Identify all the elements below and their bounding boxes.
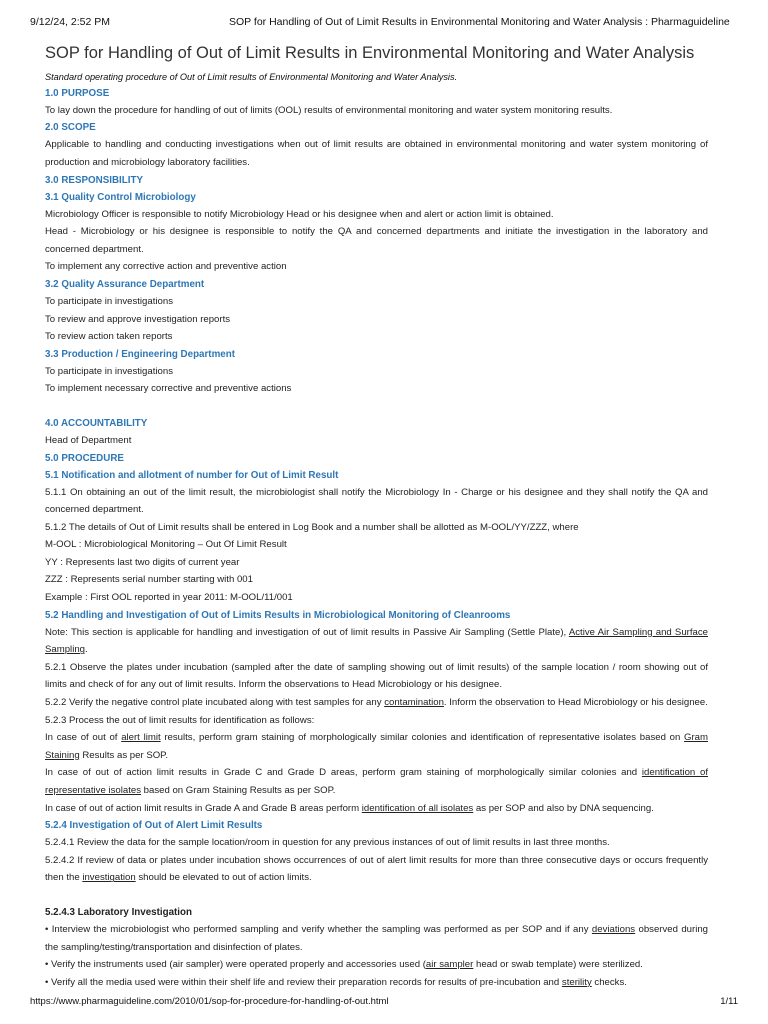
article-content xyxy=(45,44,708,991)
purpose-text: To lay down the procedure for handling of out of limits (OOL) results of environmental monitoring and water system monitoring results. xyxy=(45,104,613,116)
accountability-text: Head of Department xyxy=(45,434,132,446)
article-subtitle: Standard operating procedure of Out of Limit results of Environmental Monitoring and Water Analysis. xyxy=(45,71,458,82)
procedure-item: Example : First OOL reported in year 2011: M-OOL/11/001 xyxy=(45,592,293,604)
page-url: https://www.pharmaguideline.com/2010/01/sop-for-procedure-for-handling-of-out.html xyxy=(30,996,389,1007)
deviations-link[interactable]: deviations xyxy=(591,923,636,935)
page-number: 1/11 xyxy=(720,996,738,1007)
production-engineering-heading: 3.3 Production / Engineering Department xyxy=(45,348,235,360)
lab-bullet xyxy=(45,974,708,992)
grade-ab-paragraph xyxy=(45,800,708,818)
contamination-link[interactable]: contamination xyxy=(384,697,444,709)
step-text: 5.2.2 Verify the negative control plate incubated along with test samples for any xyxy=(45,697,385,709)
all-isolates-link[interactable]: identification of all isolates xyxy=(361,802,474,814)
alert-limit-link[interactable]: alert limit xyxy=(121,732,161,744)
procedure-item: YY : Represents last two digits of current year xyxy=(45,556,240,568)
procedure-heading: 5.0 PROCEDURE xyxy=(45,452,124,464)
responsibility-heading: 3.0 RESPONSIBILITY xyxy=(45,174,143,186)
step-5-2-4-2 xyxy=(45,852,708,887)
cleanroom-note xyxy=(45,624,708,659)
spacer xyxy=(45,887,708,904)
qc-item: Head - Microbiology or his designee is responsible to notify the QA and concerned departments and initiate the investigation in the laboratory and concerned department. xyxy=(45,226,708,255)
prod-item: To participate in investigations xyxy=(45,365,173,377)
active-air-sampling-link[interactable]: Active Air Sampling and Surface Sampling xyxy=(45,626,708,656)
procedure-item: M-OOL : Microbiological Monitoring – Out Of Limit Result xyxy=(45,539,287,551)
purpose-heading: 1.0 PURPOSE xyxy=(45,87,110,99)
sterility-link[interactable]: sterility xyxy=(561,976,592,988)
qa-department-heading: 3.2 Quality Assurance Department xyxy=(45,278,205,290)
article-title: SOP for Handling of Out of Limit Results in Environmental Monitoring and Water Analysis xyxy=(45,44,695,62)
air-sampler-link[interactable]: air sampler xyxy=(425,959,474,971)
prod-item: To implement necessary corrective and preventive actions xyxy=(45,383,292,395)
qc-microbiology-heading: 3.1 Quality Control Microbiology xyxy=(45,191,196,203)
gram-staining-link[interactable]: Gram Staining xyxy=(45,732,708,761)
bullet-text-end: head or swab template) were sterilized. xyxy=(473,959,643,971)
lab-bullet xyxy=(45,956,708,974)
alert-text-mid: results, perform gram staining of morphologically similar colonies and identification of representative isolates based on xyxy=(160,732,685,744)
qa-item: To review action taken reports xyxy=(45,331,173,343)
grade-ab-text-end: as per SOP and also by DNA sequencing. xyxy=(473,802,654,814)
bullet-text: • Interview the microbiologist who performed sampling and verify whether the sampling was performed as per SOP and if any xyxy=(45,923,592,935)
scope-heading: 2.0 SCOPE xyxy=(45,122,96,134)
grade-cd-text: In case of out of action limit results in Grade C and Grade D areas, perform gram staining of morphologically similar colonies and xyxy=(45,767,642,779)
step-5-2-2 xyxy=(45,694,708,712)
bullet-text-end: observed during the sampling/testing/transportation and disinfection of plates. xyxy=(45,923,708,953)
step-5-2-4-1: 5.2.4.1 Review the data for the sample location/room in question for any previous instances of out of limit results in last three months. xyxy=(45,837,610,849)
grade-ab-text: In case of out of action limit results in Grade A and Grade B areas perform xyxy=(45,802,362,814)
print-page-title: SOP for Handling of Out of Limit Results in Environmental Monitoring and Water Analysis : Pharmaguideline xyxy=(229,16,730,28)
print-header xyxy=(30,16,738,30)
procedure-item: 5.1.1 On obtaining an out of the limit result, the microbiologist shall notify the Microbiology In - Charge or his designee and they shall notify the QA and concerned department. xyxy=(45,486,708,516)
note-text-end: . xyxy=(85,644,88,656)
step-text: 5.2.4.2 If review of data or plates under incubation shows occurrences of out of alert limit results for more than three consecutive days or occurs frequently then the xyxy=(45,854,708,884)
accountability-heading: 4.0 ACCOUNTABILITY xyxy=(45,417,148,429)
qa-item: To participate in investigations xyxy=(45,295,173,307)
alert-limit-paragraph xyxy=(45,729,708,764)
step-5-2-1: 5.2.1 Observe the plates under incubation (sampled after the date of sampling showing out of limit results) of the sample location / room showing out of limits and check of for any out of limit results. Inform the observations to Head Microbiology or his designee. xyxy=(45,661,708,691)
alert-text-end: Results as per SOP. xyxy=(79,749,169,761)
bullet-text-end: checks. xyxy=(591,976,627,988)
print-footer xyxy=(30,996,738,1010)
print-datetime: 9/12/24, 2:52 PM xyxy=(30,16,110,28)
scope-text: Applicable to handling and conducting investigations when out of limit results are obtained in environmental monitoring and water system monitoring of production and microbiology laboratory facilities. xyxy=(45,139,708,168)
grade-cd-text-end: based on Gram Staining Results as per SOP. xyxy=(141,785,336,797)
qc-item: To implement any corrective action and preventive action xyxy=(45,261,287,273)
spacer xyxy=(45,398,708,415)
notification-heading: 5.1 Notification and allotment of number for Out of Limit Result xyxy=(45,469,339,481)
step-text-end: should be elevated to out of action limits. xyxy=(135,872,312,884)
bullet-text: • Verify all the media used were within their shelf life and review their preparation records for results of pre-incubation and xyxy=(45,976,562,988)
alert-limit-investigation-heading: 5.2.4 Investigation of Out of Alert Limit Results xyxy=(45,820,263,832)
representative-isolates-link[interactable]: identification of representative isolates xyxy=(45,767,709,797)
qc-item: Microbiology Officer is responsible to notify Microbiology Head or his designee when and alert or action limit is obtained. xyxy=(45,208,554,220)
laboratory-investigation-heading: 5.2.4.3 Laboratory Investigation xyxy=(45,906,192,918)
qa-item: To review and approve investigation reports xyxy=(45,313,231,325)
note-text: Note: This section is applicable for handling and investigation of out of limit results in Passive Air Sampling (Settle Plate), xyxy=(45,626,569,638)
procedure-item: 5.1.2 The details of Out of Limit results shall be entered in Log Book and a number shall be allotted as M-OOL/YY/ZZZ, where xyxy=(45,521,579,533)
alert-text: In case of out of xyxy=(45,732,122,744)
grade-cd-paragraph xyxy=(45,764,708,799)
procedure-item: ZZZ : Represents serial number starting with 001 xyxy=(45,574,253,586)
lab-bullet xyxy=(45,921,708,956)
cleanroom-investigation-heading: 5.2 Handling and Investigation of Out of Limits Results in Microbiological Monitoring of Cleanrooms xyxy=(45,609,511,621)
step-5-2-3: 5.2.3 Process the out of limit results for identification as follows: xyxy=(45,714,315,726)
bullet-text: • Verify the instruments used (air sampler) were operated properly and accessories used ( xyxy=(45,959,426,971)
investigation-link[interactable]: investigation xyxy=(82,872,136,884)
step-text-end: . Inform the observation to Head Microbiology or his designee. xyxy=(443,697,708,709)
